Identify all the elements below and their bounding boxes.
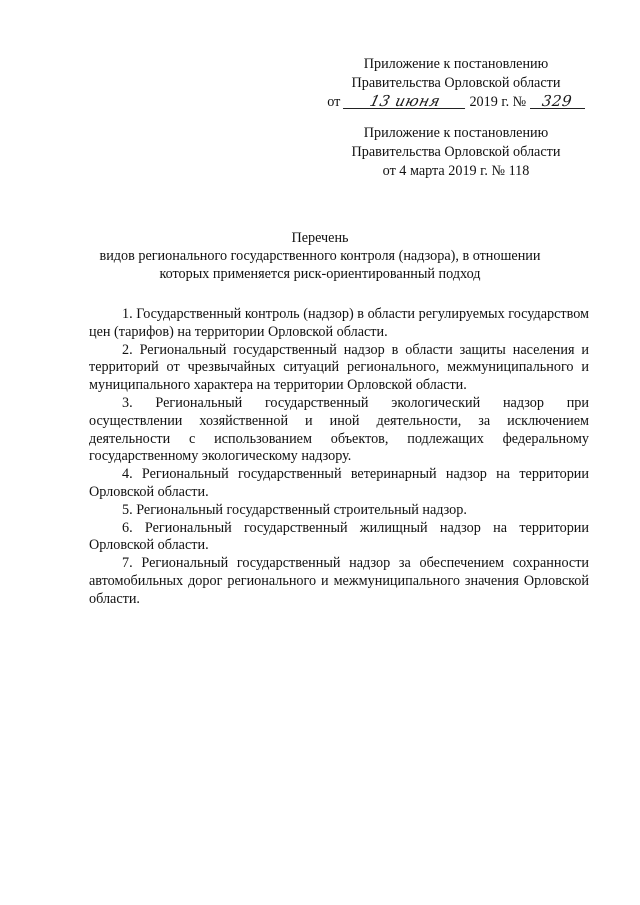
appendix-header-current bbox=[326, 55, 586, 112]
appendix-header-line1: Приложение к постановлению bbox=[363, 56, 549, 72]
list-item-3: 3. Региональный государственный экологический надзор при осуществлении хозяйственной и иной деятельности, за исключением деятельности с использованием объектов, подлежащих федеральному государственному экологическому надзору. bbox=[89, 394, 589, 465]
list-item-1: 1. Государственный контроль (надзор) в области регулируемых государством цен (тарифов) на территории Орловской области. bbox=[89, 306, 589, 340]
year-text: 2019 г. № bbox=[469, 94, 527, 110]
appendix-header-previous bbox=[326, 124, 586, 181]
previous-header-line2: Правительства Орловской области bbox=[351, 144, 561, 160]
list-item-6: 6. Региональный государственный жилищный надзор на территории Орловской области. bbox=[89, 519, 589, 554]
handwritten-number: 329 bbox=[530, 94, 585, 109]
document-title bbox=[60, 229, 580, 283]
list-item-2: 2. Региональный государственный надзор в области защиты населения и территорий от чрезвычайных ситуаций регионального, межмуниципального и муниципального характера на территории Орловской области. bbox=[89, 341, 589, 394]
title-line3: которых применяется риск-ориентированный подход bbox=[159, 266, 481, 282]
title-line2: видов регионального государственного контроля (надзора), в отношении bbox=[99, 248, 541, 264]
appendix-date-line bbox=[326, 93, 586, 112]
list-item-7: 7. Региональный государственный надзор за обеспечением сохранности автомобильных дорог регионального и межмуниципального значения Орловской области. bbox=[89, 555, 589, 607]
list-item-5: 5. Региональный государственный строительный надзор. bbox=[122, 501, 467, 518]
date-prefix: от bbox=[327, 94, 341, 110]
appendix-header-line2: Правительства Орловской области bbox=[351, 75, 561, 91]
previous-header-line3: от 4 марта 2019 г. № 118 bbox=[382, 163, 530, 179]
list-item-4: 4. Региональный государственный ветеринарный надзор на территории Орловской области. bbox=[89, 466, 589, 500]
previous-header-line1: Приложение к постановлению bbox=[363, 125, 549, 141]
document-body bbox=[89, 306, 589, 609]
title-line1: Перечень bbox=[291, 230, 349, 246]
handwritten-date: 13 июня bbox=[343, 94, 467, 109]
